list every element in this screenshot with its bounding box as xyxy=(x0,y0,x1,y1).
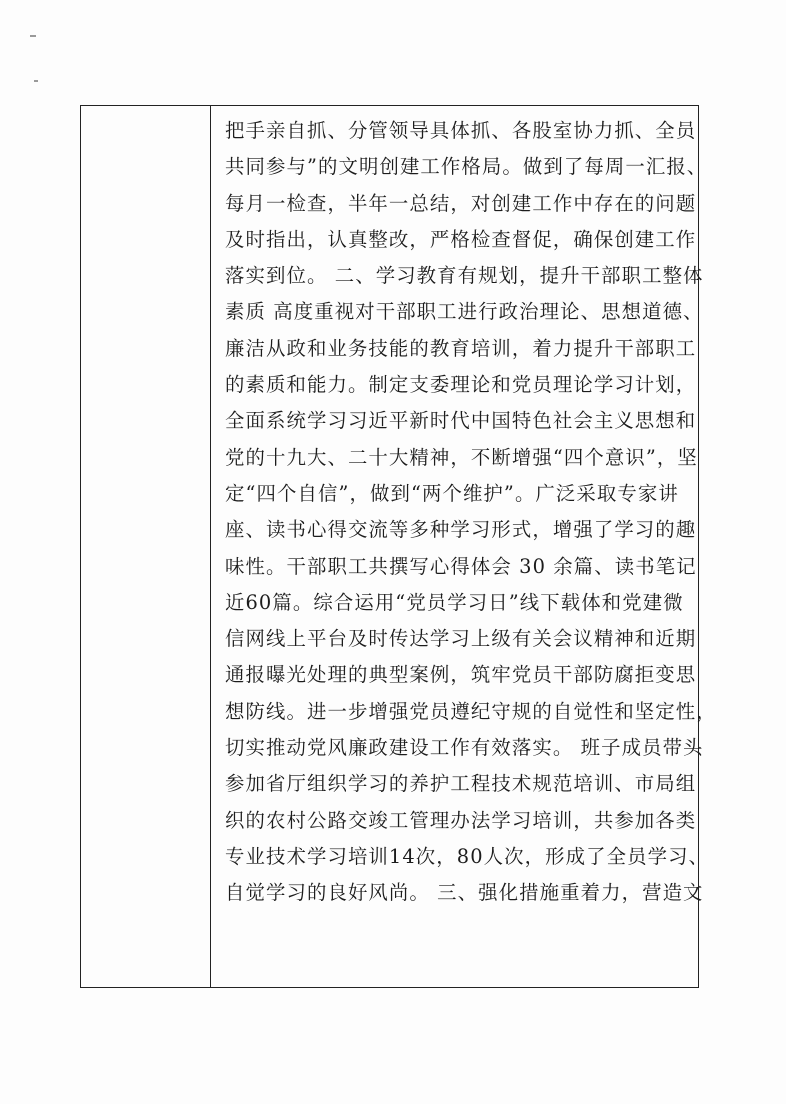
form-table xyxy=(80,105,717,988)
text-line: 落实到位。 二、学习教育有规划，提升干部职工整体 xyxy=(225,264,704,288)
text-line: 想防线。进一步增强党员遵纪守规的自觉性和坚定性， xyxy=(225,699,717,723)
text-line: 味性。干部职工共撰写心得体会 30 余篇、读书笔记 xyxy=(225,554,697,578)
text-line: 把手亲自抓、分管领导具体抓、各股室协力抓、全员 xyxy=(225,119,697,142)
text-line: 近60篇。综合运用“党员学习日”线下载体和党建微 xyxy=(225,590,684,614)
scan-mark xyxy=(30,35,36,37)
text-line: 廉洁从政和业务技能的教育培训，着力提升干部职工 xyxy=(225,336,697,360)
text-line: 专业技术学习培训14次，80人次，形成了全员学习、 xyxy=(225,844,710,868)
text-line: 及时指出，认真整改，严格检查督促，确保创建工作 xyxy=(225,227,697,251)
text-line: 素质 高度重视对干部职工进行政治理论、思想道德、 xyxy=(225,300,704,324)
text-line: 织的农村公路交竣工管理办法学习培训，共参加各类 xyxy=(225,808,697,832)
scan-mark xyxy=(34,80,38,82)
text-line: 通报曝光处理的典型案例，筑牢党员干部防腐拒变思 xyxy=(225,663,697,687)
text-line: 的素质和能力。制定支委理论和党员理论学习计划， xyxy=(225,373,697,397)
text-line: 自觉学习的良好风尚。 三、强化措施重着力，营造文 xyxy=(225,881,704,905)
table-label-column xyxy=(81,106,211,987)
text-line: 参加省厅组织学习的养护工程技术规范培训、市局组 xyxy=(225,772,697,796)
text-line: 定“四个自信”，做到“两个维护”。广泛采取专家讲 xyxy=(225,481,679,505)
text-line: 全面系统学习习近平新时代中国特色社会主义思想和 xyxy=(225,409,697,433)
text-line: 信网线上平台及时传达学习上级有关会议精神和近期 xyxy=(225,627,697,651)
text-line: 座、读书心得交流等多种学习形式，增强了学习的趣 xyxy=(225,518,697,542)
table-content-cell xyxy=(211,106,717,987)
text-line: 切实推动党风廉政建设工作有效落实。 班子成员带头 xyxy=(225,736,704,760)
text-line: 党的十九大、二十大精神，不断增强“四个意识”，坚 xyxy=(225,445,698,469)
text-line: 每月一检查，半年一总结，对创建工作中存在的问题 xyxy=(225,191,697,215)
text-line: 共同参与”的文明创建工作格局。做到了每周一汇报、 xyxy=(225,155,708,179)
